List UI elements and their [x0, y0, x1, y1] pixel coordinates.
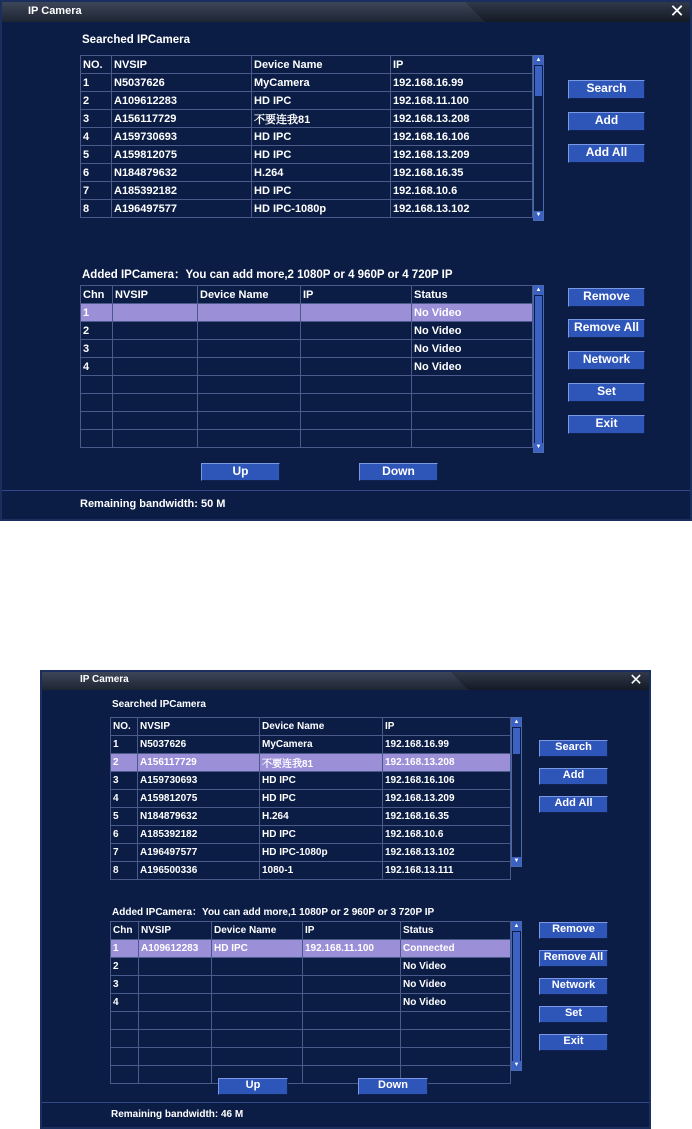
- table-row[interactable]: [111, 844, 511, 862]
- cell-nvsip: [139, 1048, 212, 1066]
- cell-chn: [81, 394, 113, 412]
- search-button[interactable]: Search: [568, 80, 645, 99]
- cell-device-name: HD IPC: [260, 826, 383, 844]
- cell-nvsip: A159812075: [138, 790, 260, 808]
- cell-status: No Video: [412, 322, 533, 340]
- add-button[interactable]: Add: [539, 768, 608, 785]
- exit-button[interactable]: Exit: [539, 1034, 608, 1051]
- searched-scrollbar[interactable]: [511, 717, 522, 867]
- scroll-down-arrow-icon[interactable]: ▼: [513, 858, 520, 864]
- set-button[interactable]: Set: [568, 383, 645, 402]
- cell-ip: [301, 358, 412, 376]
- cell-ip: 192.168.10.6: [391, 182, 533, 200]
- cell-chn: [111, 1030, 139, 1048]
- cell-status: No Video: [401, 976, 511, 994]
- header-device-name: Device Name: [198, 286, 301, 304]
- header-ip: IP: [303, 922, 401, 940]
- added-scrollbar[interactable]: [533, 285, 544, 453]
- search-button[interactable]: Search: [539, 740, 608, 757]
- scroll-up-arrow-icon[interactable]: ▲: [535, 57, 542, 63]
- cell-status: [401, 1048, 511, 1066]
- cell-ip: [301, 304, 412, 322]
- searched-ipcamera-label: Searched IPCamera: [82, 34, 191, 46]
- cell-ip: [301, 394, 412, 412]
- cell-ip: 192.168.13.102: [391, 200, 533, 218]
- table-header-row: [111, 922, 511, 940]
- up-button[interactable]: Up: [218, 1078, 288, 1095]
- cell-device-name: MyCamera: [252, 74, 391, 92]
- cell-device-name: HD IPC: [212, 940, 303, 958]
- cell-chn: 4: [111, 994, 139, 1012]
- ip-camera-window-1: [0, 0, 692, 521]
- cell-status: No Video: [401, 958, 511, 976]
- cell-status: No Video: [412, 304, 533, 322]
- cell-device-name: MyCamera: [260, 736, 383, 754]
- cell-status: [412, 376, 533, 394]
- header-chn: Chn: [81, 286, 113, 304]
- header-device-name: Device Name: [212, 922, 303, 940]
- cell-device-name: [212, 976, 303, 994]
- header-device-name: Device Name: [260, 718, 383, 736]
- exit-button[interactable]: Exit: [568, 415, 645, 434]
- cell-status: No Video: [412, 358, 533, 376]
- cell-nvsip: [139, 1030, 212, 1048]
- cell-nvsip: A196497577: [112, 200, 252, 218]
- table-row[interactable]: [81, 92, 533, 110]
- table-row[interactable]: [111, 1030, 511, 1048]
- cell-no: 1: [81, 74, 112, 92]
- cell-nvsip: [113, 394, 198, 412]
- cell-device-name: [212, 1048, 303, 1066]
- cell-ip: [303, 994, 401, 1012]
- table-row[interactable]: [111, 994, 511, 1012]
- cell-no: 6: [111, 826, 138, 844]
- cell-nvsip: A185392182: [138, 826, 260, 844]
- scroll-down-arrow-icon[interactable]: ▼: [513, 1062, 520, 1068]
- added-ipcamera-label: Added IPCamera：You can add more,2 1080P or 4 960P or 4 720P IP: [82, 269, 453, 281]
- header-nvsip: NVSIP: [138, 718, 260, 736]
- cell-no: 5: [111, 808, 138, 826]
- cell-chn: 1: [81, 304, 113, 322]
- header-nvsip: NVSIP: [112, 56, 252, 74]
- down-button[interactable]: Down: [358, 1078, 428, 1095]
- cell-device-name: HD IPC: [260, 790, 383, 808]
- cell-device-name: [198, 412, 301, 430]
- cell-chn: [111, 1066, 139, 1084]
- cell-ip: [301, 376, 412, 394]
- scroll-up-arrow-icon[interactable]: ▲: [513, 923, 520, 929]
- cell-device-name: [212, 1030, 303, 1048]
- cell-chn: 3: [81, 340, 113, 358]
- table-row[interactable]: [81, 110, 533, 128]
- cell-nvsip: A196500336: [138, 862, 260, 880]
- table-row[interactable]: [81, 182, 533, 200]
- remaining-bandwidth: Remaining bandwidth: 50 M: [80, 498, 226, 510]
- table-row-selected[interactable]: [111, 940, 511, 958]
- window-title: IP Camera: [28, 5, 82, 17]
- table-row[interactable]: [111, 958, 511, 976]
- table-row[interactable]: [111, 826, 511, 844]
- cell-device-name: HD IPC-1080p: [260, 844, 383, 862]
- cell-nvsip: A159730693: [138, 772, 260, 790]
- cell-status: Connected: [401, 940, 511, 958]
- cell-no: 6: [81, 164, 112, 182]
- cell-chn: 1: [111, 940, 139, 958]
- title-bar[interactable]: [42, 672, 649, 690]
- cell-device-name: [198, 430, 301, 448]
- cell-nvsip: N5037626: [138, 736, 260, 754]
- cell-nvsip: [113, 430, 198, 448]
- table-row[interactable]: [111, 1012, 511, 1030]
- cell-ip: 192.168.16.99: [391, 74, 533, 92]
- cell-device-name: [198, 304, 301, 322]
- table-row[interactable]: [111, 976, 511, 994]
- cell-status: No Video: [412, 340, 533, 358]
- cell-no: 1: [111, 736, 138, 754]
- table-row-selected[interactable]: [111, 754, 511, 772]
- cell-device-name: HD IPC-1080p: [252, 200, 391, 218]
- cell-chn: [81, 412, 113, 430]
- cell-device-name: 不要连我81: [252, 110, 391, 128]
- status-bar: [2, 490, 690, 519]
- table-row[interactable]: [81, 200, 533, 218]
- table-row[interactable]: [81, 164, 533, 182]
- header-device-name: Device Name: [252, 56, 391, 74]
- header-nvsip: NVSIP: [113, 286, 198, 304]
- cell-device-name: H.264: [252, 164, 391, 182]
- remove-all-button[interactable]: Remove All: [539, 950, 608, 967]
- cell-nvsip: A156117729: [112, 110, 252, 128]
- cell-nvsip: [139, 976, 212, 994]
- header-status: Status: [401, 922, 511, 940]
- cell-status: [412, 412, 533, 430]
- cell-device-name: [198, 322, 301, 340]
- cell-no: 3: [111, 772, 138, 790]
- cell-chn: 2: [111, 958, 139, 976]
- remove-button[interactable]: Remove: [539, 922, 608, 939]
- table-row[interactable]: [81, 358, 533, 376]
- cell-nvsip: [139, 1066, 212, 1084]
- scroll-up-arrow-icon[interactable]: ▲: [513, 719, 520, 725]
- cell-no: 4: [111, 790, 138, 808]
- searched-table: [80, 55, 533, 218]
- cell-chn: [111, 1048, 139, 1066]
- add-button[interactable]: Add: [568, 112, 645, 131]
- cell-no: 7: [111, 844, 138, 862]
- scroll-up-arrow-icon[interactable]: ▲: [535, 287, 542, 293]
- ip-camera-window-2: [40, 670, 651, 1129]
- cell-ip: [303, 1048, 401, 1066]
- cell-no: 2: [81, 92, 112, 110]
- cell-ip: [303, 976, 401, 994]
- cell-device-name: [198, 394, 301, 412]
- cell-nvsip: [139, 1012, 212, 1030]
- close-icon[interactable]: ✕: [629, 672, 643, 689]
- cell-ip: 192.168.16.106: [391, 128, 533, 146]
- cell-device-name: 1080-1: [260, 862, 383, 880]
- add-all-button[interactable]: Add All: [539, 796, 608, 813]
- cell-no: 5: [81, 146, 112, 164]
- header-chn: Chn: [111, 922, 139, 940]
- scroll-thumb[interactable]: [513, 728, 520, 754]
- table-row[interactable]: [81, 74, 533, 92]
- cell-status: [401, 1012, 511, 1030]
- scroll-thumb[interactable]: [535, 296, 542, 444]
- title-bar[interactable]: [2, 2, 690, 22]
- table-row[interactable]: [81, 394, 533, 412]
- added-ipcamera-label: Added IPCamera：You can add more,1 1080P or 2 960P or 3 720P IP: [112, 907, 435, 918]
- cell-ip: 192.168.13.111: [383, 862, 511, 880]
- table-row[interactable]: [81, 340, 533, 358]
- cell-nvsip: A159730693: [112, 128, 252, 146]
- cell-chn: [111, 1012, 139, 1030]
- header-status: Status: [412, 286, 533, 304]
- added-scrollbar[interactable]: [511, 921, 522, 1071]
- table-row[interactable]: [81, 430, 533, 448]
- cell-ip: 192.168.11.100: [303, 940, 401, 958]
- searched-table: [110, 717, 511, 880]
- header-ip: IP: [391, 56, 533, 74]
- cell-nvsip: [113, 412, 198, 430]
- table-header-row: [111, 718, 511, 736]
- table-row[interactable]: [81, 128, 533, 146]
- cell-no: 2: [111, 754, 138, 772]
- cell-ip: 192.168.13.208: [391, 110, 533, 128]
- cell-nvsip: A109612283: [112, 92, 252, 110]
- cell-nvsip: A109612283: [139, 940, 212, 958]
- cell-no: 4: [81, 128, 112, 146]
- cell-nvsip: A196497577: [138, 844, 260, 862]
- table-row[interactable]: [111, 736, 511, 754]
- cell-ip: 192.168.16.35: [391, 164, 533, 182]
- network-button[interactable]: Network: [568, 351, 645, 370]
- cell-nvsip: A185392182: [112, 182, 252, 200]
- table-row[interactable]: [111, 1066, 511, 1084]
- header-no: NO.: [81, 56, 112, 74]
- cell-ip: 192.168.13.102: [383, 844, 511, 862]
- cell-ip: [303, 1012, 401, 1030]
- cell-nvsip: [139, 958, 212, 976]
- header-nvsip: NVSIP: [139, 922, 212, 940]
- cell-ip: 192.168.10.6: [383, 826, 511, 844]
- cell-device-name: [198, 340, 301, 358]
- cell-device-name: HD IPC: [260, 772, 383, 790]
- cell-status: [401, 1030, 511, 1048]
- scroll-thumb[interactable]: [513, 932, 520, 1062]
- added-table: [110, 921, 511, 1084]
- header-no: NO.: [111, 718, 138, 736]
- cell-nvsip: [113, 376, 198, 394]
- cell-status: [412, 430, 533, 448]
- cell-device-name: H.264: [260, 808, 383, 826]
- cell-nvsip: A156117729: [138, 754, 260, 772]
- remove-button[interactable]: Remove: [568, 288, 645, 307]
- cell-device-name: HD IPC: [252, 146, 391, 164]
- table-row[interactable]: [111, 1048, 511, 1066]
- table-row[interactable]: [81, 376, 533, 394]
- cell-ip: [303, 958, 401, 976]
- searched-ipcamera-label: Searched IPCamera: [112, 699, 206, 710]
- table-row[interactable]: [111, 862, 511, 880]
- cell-ip: 192.168.16.106: [383, 772, 511, 790]
- added-table: [80, 285, 533, 448]
- table-header-row: [81, 286, 533, 304]
- cell-ip: [301, 430, 412, 448]
- cell-nvsip: N184879632: [112, 164, 252, 182]
- cell-ip: 192.168.13.208: [383, 754, 511, 772]
- table-row[interactable]: [111, 772, 511, 790]
- cell-nvsip: [113, 358, 198, 376]
- cell-device-name: [212, 994, 303, 1012]
- cell-chn: [81, 376, 113, 394]
- up-button[interactable]: Up: [201, 463, 280, 481]
- close-icon[interactable]: ✕: [669, 1, 685, 21]
- cell-device-name: HD IPC: [252, 92, 391, 110]
- table-header-row: [81, 56, 533, 74]
- status-bar: [42, 1102, 649, 1127]
- cell-status: [412, 394, 533, 412]
- cell-ip: [303, 1030, 401, 1048]
- cell-nvsip: [113, 304, 198, 322]
- cell-no: 8: [111, 862, 138, 880]
- cell-device-name: [212, 958, 303, 976]
- table-row[interactable]: [111, 790, 511, 808]
- cell-nvsip: A159812075: [112, 146, 252, 164]
- cell-no: 7: [81, 182, 112, 200]
- network-button[interactable]: Network: [539, 978, 608, 995]
- cell-ip: 192.168.13.209: [391, 146, 533, 164]
- cell-nvsip: [113, 322, 198, 340]
- cell-chn: 4: [81, 358, 113, 376]
- table-row-selected[interactable]: [81, 304, 533, 322]
- cell-nvsip: [139, 994, 212, 1012]
- cell-device-name: 不要连我81: [260, 754, 383, 772]
- scroll-thumb[interactable]: [535, 66, 542, 96]
- table-row[interactable]: [81, 146, 533, 164]
- remaining-bandwidth: Remaining bandwidth: 46 M: [111, 1109, 244, 1120]
- table-row[interactable]: [111, 808, 511, 826]
- cell-device-name: HD IPC: [252, 128, 391, 146]
- cell-ip: [301, 322, 412, 340]
- cell-no: 3: [81, 110, 112, 128]
- scroll-down-arrow-icon[interactable]: ▼: [535, 212, 542, 218]
- cell-device-name: [198, 358, 301, 376]
- cell-device-name: HD IPC: [252, 182, 391, 200]
- table-row[interactable]: [81, 322, 533, 340]
- scroll-down-arrow-icon[interactable]: ▼: [535, 444, 542, 450]
- cell-chn: [81, 430, 113, 448]
- cell-ip: 192.168.13.209: [383, 790, 511, 808]
- cell-nvsip: [113, 340, 198, 358]
- down-button[interactable]: Down: [359, 463, 438, 481]
- cell-ip: 192.168.16.99: [383, 736, 511, 754]
- add-all-button[interactable]: Add All: [568, 144, 645, 163]
- header-ip: IP: [383, 718, 511, 736]
- cell-device-name: [198, 376, 301, 394]
- searched-scrollbar[interactable]: [533, 55, 544, 221]
- cell-device-name: [212, 1012, 303, 1030]
- cell-status: No Video: [401, 994, 511, 1012]
- table-row[interactable]: [81, 412, 533, 430]
- cell-nvsip: N5037626: [112, 74, 252, 92]
- set-button[interactable]: Set: [539, 1006, 608, 1023]
- cell-ip: 192.168.11.100: [391, 92, 533, 110]
- cell-ip: [301, 340, 412, 358]
- cell-chn: 3: [111, 976, 139, 994]
- cell-no: 8: [81, 200, 112, 218]
- cell-chn: 2: [81, 322, 113, 340]
- cell-ip: 192.168.16.35: [383, 808, 511, 826]
- header-ip: IP: [301, 286, 412, 304]
- remove-all-button[interactable]: Remove All: [568, 319, 645, 338]
- cell-ip: [301, 412, 412, 430]
- window-title: IP Camera: [80, 674, 129, 685]
- cell-nvsip: N184879632: [138, 808, 260, 826]
